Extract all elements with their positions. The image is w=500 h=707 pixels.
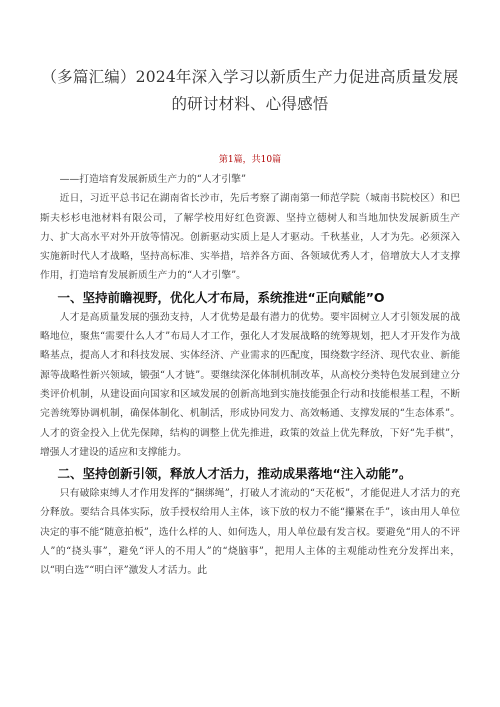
title-line-1: （多篇汇编）2024年深入学习以新质生产力促进高质量发展 — [41, 68, 459, 86]
document-body — [40, 170, 460, 581]
title-line-2: 的研讨材料、心得感悟 — [171, 95, 329, 113]
page-indicator: 第1篇，共10篇 — [218, 155, 282, 165]
paragraph-3: 只有破除束缚人才作用发挥的“捆绑绳”，打破人才流动的“天花板”，才能促进人才活力的充分释放。要结合具体实际，放手授权给用人主体，该下放的权力不能“攥紧在手”，该由用人单位决定的事不能“随意拍板”，选什么样的人、如何选人，用人单位最有发言权。要避免“用人的不评人”的“挠头事”，避免“评人的不用人”的“烧脑事”，把用人主体的主观能动性充分发挥出来，以“明白选”“明白评”激发人才活力。此 — [40, 488, 460, 577]
paragraph-1: 近日，习近平总书记在湖南省长沙市，先后考察了湖南第一师范学院（城南书院校区）和巴斯夫杉杉电池材料有限公司，了解学校用好红色资源、坚持立德树人和当地加快发展新质生产力、扩大高水平对外开放等情况。创新驱动实质上是人才驱动。千秋基业，人才为先。必须深入实施新时代人才战略，坚持高标准、实举措，培养各方面、各领域优秀人才，倍增放大人才支撑作用，打造培育发展新质生产力的“人才引擎”。 — [40, 193, 460, 282]
paragraph-2: 人才是高质量发展的强劲支持，人才优势是最有潜力的优势。要牢固树立人才引领发展的战略地位，聚焦“需要什么人才”布局人才工作，强化人才发展战略的统筹规划，把人才开发作为战略基点，提高人才和科技发展、实体经济、产业需求的匹配度，围绕数字经济、现代农业、新能源等战略性新兴领域，锻强“人才链”。要继续深化体制机制改革，从高校分类特色发展到建立分类评价机制，从建设面向国家和区域发展的创新高地到实施技能强企行动和技能根基工程，不断完善统筹协调机制，确保体制化、机制活，形成协同发力、高效畅通、支撑发展的“生态体系”。人才的资金投入上优先保障，结构的调整上优先推进，政策的效益上优先释放，下好“先手棋”，增强人才建设的适应和支撑能力。 — [40, 311, 460, 458]
heading-1: 一、坚持前瞻视野，优化人才布局，系统推进“正向赋能”O — [57, 289, 385, 305]
subtitle: ——打造培育发展新质生产力的“人才引擎” — [59, 174, 246, 185]
document-title — [40, 64, 460, 118]
heading-2: 二、坚持创新引领，释放人才活力，推动成果落地“注入动能”。 — [57, 466, 412, 482]
